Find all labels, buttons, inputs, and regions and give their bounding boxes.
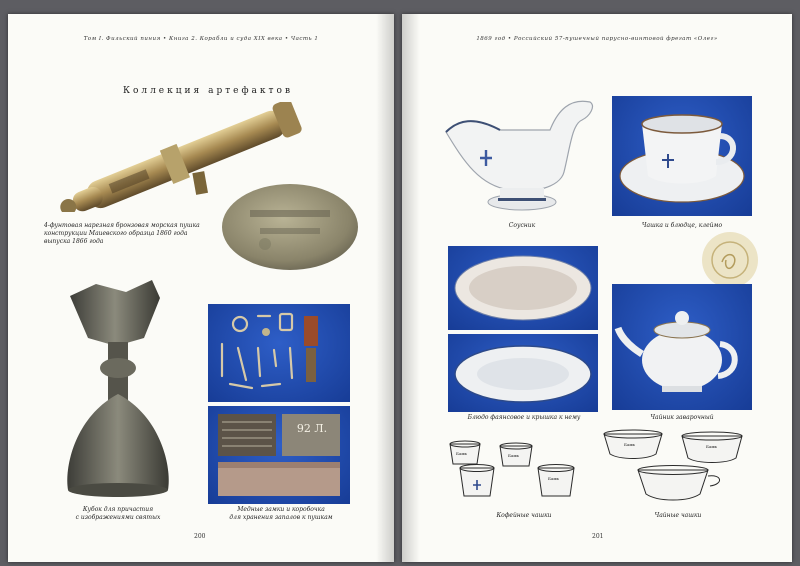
gravy-boat-photo xyxy=(440,92,604,216)
fuse-box-photo xyxy=(208,406,350,504)
box-label: 92 Л. xyxy=(296,422,328,435)
coffee-cups-photo xyxy=(442,432,606,508)
page-number: 201 xyxy=(592,533,604,540)
goblet-photo xyxy=(56,276,182,498)
cup-label: Бамк xyxy=(508,453,519,458)
cup-label: Бамк xyxy=(624,442,635,447)
gravy-boat-caption: Соусник xyxy=(508,222,536,229)
cup-label: Бамк xyxy=(456,451,467,456)
cannon-caption: 4-фунтовая нарезная бронзовая морская пушка конструкции Маиевского образца 1860 года выпуска 1866 года xyxy=(44,222,200,245)
cup-saucer-caption: Чашка и блюдце, клеймо xyxy=(641,222,723,229)
maker-mark-photo xyxy=(702,232,758,288)
box-caption: Медные замки и коробочка для хранения запалов к пушкам xyxy=(229,506,333,521)
dish-photo xyxy=(448,246,598,330)
tea-cups-caption: Чайные чашки xyxy=(654,512,702,519)
running-head: 1869 год • Российский 57-пушечный парусно-винтовой фрегат «Олег» xyxy=(476,36,718,42)
left-page xyxy=(8,14,394,562)
running-head: Том I. Фильский пиния • Книга 2. Корабли и суда XIX века • Часть 1 xyxy=(83,36,319,42)
tea-cups-photo xyxy=(598,424,758,510)
page-number: 200 xyxy=(194,533,206,540)
plaque-photo xyxy=(220,182,360,272)
cup-saucer-photo xyxy=(612,96,752,216)
gutter-shadow xyxy=(376,14,394,562)
dishes-caption: Блюдо фаянсовое и крышка к нему xyxy=(467,414,581,421)
lock-parts-photo xyxy=(208,304,350,402)
section-title: Коллекция артефактов xyxy=(122,86,294,96)
cup-label: Бамк xyxy=(548,476,559,481)
right-page xyxy=(402,14,792,562)
coffee-cups-caption: Кофейные чашки xyxy=(496,512,552,519)
dish-lid-photo xyxy=(448,334,598,412)
teapot-caption: Чайник заварочный xyxy=(650,414,714,421)
cup-label: Бамк xyxy=(706,444,717,449)
gutter-shadow xyxy=(402,14,420,562)
teapot-photo xyxy=(612,284,752,410)
goblet-caption: Кубок для причастия с изображениями святых xyxy=(75,506,161,521)
